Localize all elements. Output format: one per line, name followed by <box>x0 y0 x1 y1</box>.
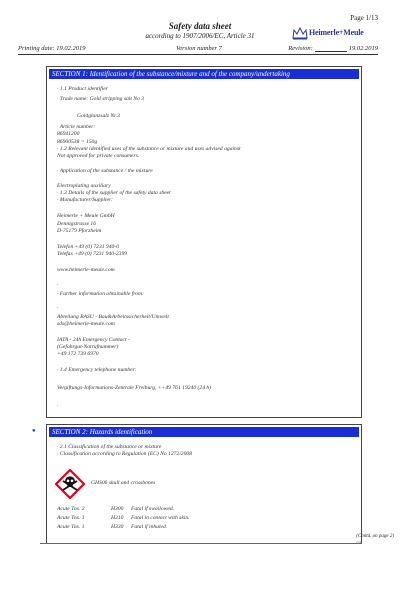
hazard-class: Acute Tox. 1 <box>57 524 85 530</box>
section-1-heading: SECTION 1: Identification of the substance/mixture and of the company/undertaking <box>49 69 359 79</box>
hazard-code: H310 <box>111 515 124 521</box>
s1-line: Dennigstrasse 16 <box>57 221 97 227</box>
s2-line: · Classification according to Regulation (EC) No 1272/2008 <box>57 451 192 457</box>
hazard-text: Fatal if inhaled. <box>131 524 168 530</box>
s1-line: IATA - 24h Emergency Contact - <box>57 337 130 343</box>
company-logo <box>292 24 384 44</box>
s1-line: Telefon +49 (0) 7231 940-0 <box>57 244 119 250</box>
s1-line: · <box>57 305 59 311</box>
change-marker-bullet: ● <box>32 428 36 434</box>
s1-line: www.heimerle-meule.com <box>57 267 115 273</box>
hazard-code: H300 <box>111 506 124 512</box>
s1-line: · Further information obtainable from: <box>57 291 144 297</box>
s1-line: · 1.2 Relevant identified uses of the substance or mixture and uses advised against <box>57 146 241 152</box>
s1-line: · Trade name: Gold stripping salt No 3 <box>57 96 145 102</box>
hazard-class: Acute Tox. 1 <box>57 515 85 521</box>
section-2-heading: SECTION 2: Hazards identification <box>49 427 359 437</box>
s1-line: · Manufacturer/Supplier: <box>57 197 114 203</box>
s1-line: 86941200 <box>57 131 80 137</box>
section-2 <box>46 424 362 544</box>
skull-crossbones-icon <box>55 469 85 499</box>
crown-logo-icon <box>292 26 308 40</box>
hazard-class: Acute Tox. 2 <box>57 506 85 512</box>
hazard-text: Fatal if swallowed. <box>131 506 175 512</box>
revision-label: Revision: <box>288 45 313 52</box>
ghs-label: GHS06 skull and crossbones <box>91 480 156 486</box>
s1-line: (Gefahrgut-Notrufnummer) <box>57 344 119 350</box>
s1-line: · Article number: <box>57 124 96 130</box>
s1-line: Electroplating auxiliary <box>57 183 111 189</box>
document-subtitle: according to 1907/2006/EC, Article 31 <box>145 32 255 40</box>
printing-date: Printing date: 19.02.2019 <box>18 45 86 52</box>
s2-line: · 2.1 Classification of the substance or mixture <box>57 444 162 450</box>
continued-note: (Contd. on page 2) <box>356 534 394 539</box>
s1-line: sds@heimerle-meule.com <box>57 321 115 327</box>
hazard-text: Fatal in contact with skin. <box>131 515 190 521</box>
s1-line: Abteilung BASU - Bau&Arbeitssicherheit/Umwelt <box>57 314 169 320</box>
s1-line: Heimerle + Meule GmbH <box>57 213 115 219</box>
s1-line: Vergiftungs-Informations-Zentrale Freiburg, ++49 761 19240 (24 h) <box>57 385 212 391</box>
version-number: Version number 7 <box>176 45 222 52</box>
document-meta-row <box>18 45 378 56</box>
revision-date <box>288 45 378 52</box>
document-title: Safety data sheet <box>168 21 232 31</box>
hazard-code: H330 <box>111 524 124 530</box>
s1-line: · <box>57 403 59 409</box>
footer-divider <box>40 543 362 544</box>
s1-line: · Application of the substance / the mixture <box>57 168 153 174</box>
footer-code: GB <box>356 540 362 545</box>
page-number: Page 1/13 <box>350 14 378 22</box>
section-1 <box>46 66 362 418</box>
s1-line: D-75179 Pforzheim <box>57 228 102 234</box>
s1-line: +49 172 739 6970 <box>57 351 99 357</box>
s1-line: · 1.1 Product identifier <box>57 86 108 92</box>
s1-line: 86900538 = 150g <box>57 139 98 145</box>
s1-line: · 1.4 Emergency telephone number: <box>57 367 137 373</box>
s1-line: · <box>57 282 59 288</box>
s1-line: Telefax +49 (0) 7231 940-2399 <box>57 251 128 257</box>
logo-text: Heimerle+Meule <box>309 28 364 37</box>
s1-line: Not approved for private consumers. <box>57 153 140 159</box>
s1-line: Goldglanzsalz Nr.3 <box>77 113 120 119</box>
revision-value: 19.02.2019 <box>348 45 378 52</box>
s1-line: · 1.3 Details of the supplier of the safety data sheet <box>57 190 171 196</box>
